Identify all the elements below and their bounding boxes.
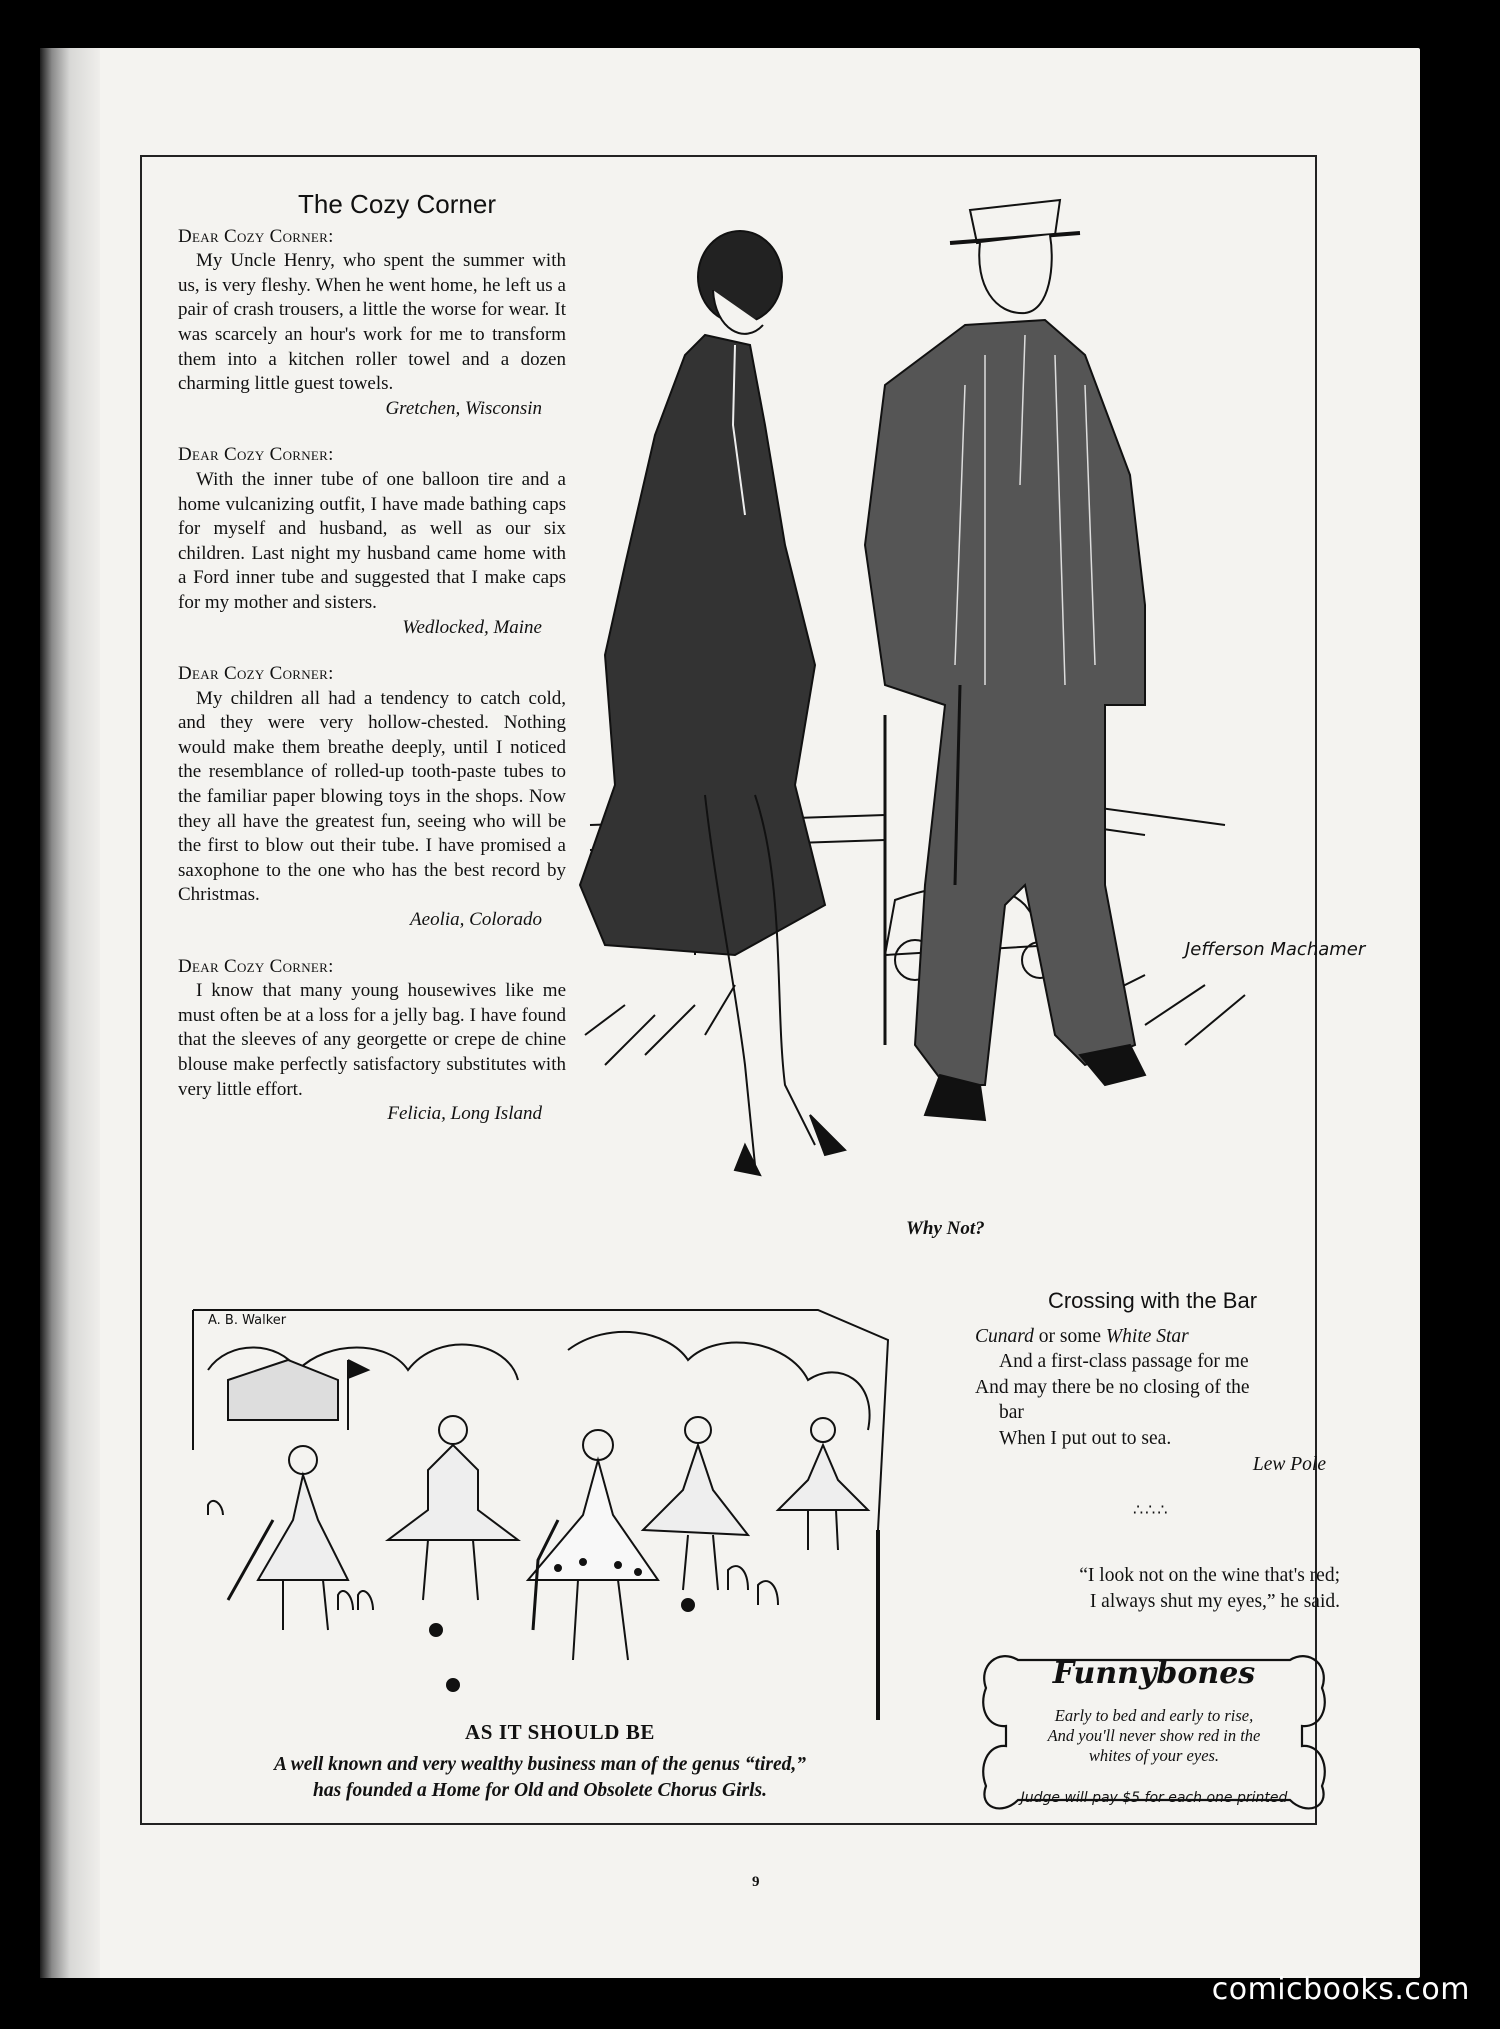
poem-line-italic: Cunard (975, 1325, 1034, 1347)
funnybones-box (978, 1648, 1330, 1816)
verse-line: Early to bed and early to rise, (1054, 1706, 1254, 1725)
letter (178, 662, 566, 933)
cozy-corner-column (178, 189, 566, 1149)
letter-salutation: Dear Cozy Corner: (178, 663, 334, 685)
why-not-caption: Why Not? (906, 1218, 985, 1239)
croquet-caption (230, 1752, 850, 1804)
letter-signature: Aeolia, Colorado (410, 909, 542, 931)
funnybones-footer: Judge will pay $5 for each one printed (1020, 1790, 1288, 1806)
crossing-with-the-bar-poem (975, 1288, 1330, 1477)
letter-salutation: Dear Cozy Corner: (178, 444, 334, 466)
letter-body: My children all had a tendency to catch cold, and they were very hollow-chested. Nothing would make them breathe deeply, until I noticed the resemblance of rolled-up tooth-paste tubes to the familiar paper blowing toys in the shops. Now they all have the greatest fun, seeing who will be the first to blow out their tube. I have promised a saxophone to the one who has the best record by Christmas. (178, 687, 566, 906)
watermark: comicbooks.com (1211, 1972, 1470, 2007)
funnybones-title: Funnybones (1052, 1656, 1256, 1691)
as-it-should-be-title: AS IT SHOULD BE (464, 1720, 656, 1744)
letter-body: With the inner tube of one balloon tire and a home vulcanizing outfit, I have made bathing caps for myself and husband, as well as our six children. Last night my husband came home with a Ford inner tube and suggested that I make caps for my mother and sisters. (178, 468, 566, 613)
wine-quote (975, 1563, 1340, 1615)
letter-signature: Gretchen, Wisconsin (385, 397, 542, 419)
letter-signature: Felicia, Long Island (387, 1103, 542, 1125)
croquet-caption-line: A well known and very wealthy business man of the genus “tired,” (274, 1754, 806, 1775)
letter (178, 225, 566, 422)
letter (178, 443, 566, 640)
verse-line: And you'll never show red in the (1047, 1726, 1261, 1745)
poem-line-italic: White Star (1105, 1325, 1189, 1347)
poem-line: When I put out to sea. (999, 1427, 1172, 1449)
funnybones-verse (978, 1706, 1330, 1766)
poem-line-text: or some (1033, 1325, 1106, 1347)
poem-line (975, 1324, 1330, 1350)
croquet-caption-line: has founded a Home for Old and Obsolete Chorus Girls. (313, 1780, 767, 1801)
poem-author: Lew Pole (1252, 1453, 1326, 1475)
letter-salutation: Dear Cozy Corner: (178, 955, 334, 977)
letter-signature: Wedlocked, Maine (402, 616, 542, 638)
cozy-corner-title: The Cozy Corner (298, 189, 496, 219)
quote-line: I always shut my eyes,” he said. (1089, 1591, 1340, 1612)
couple-illustration (585, 185, 1366, 1190)
letter-body: My Uncle Henry, who spent the summer with us, is very fleshy. When he went home, he left us a pair of crash trousers, a little the worse for wear. It was scarcely an hour's work for me to transform them into a kitchen roller towel and a dozen charming little guest towels. (178, 250, 566, 395)
poem-line: And a first-class passage for me (999, 1351, 1249, 1373)
poem-title: Crossing with the Bar (1047, 1288, 1258, 1313)
page-binding-shadow (40, 48, 100, 1978)
poem-line: bar (999, 1402, 1024, 1424)
letter (178, 955, 566, 1127)
letter-salutation: Dear Cozy Corner: (178, 225, 334, 247)
poem-line: And may there be no closing of the (975, 1376, 1250, 1398)
letter-body: I know that many young housewives like me must often be at a loss for a jelly bag. I have found that the sleeves of any georgette or crepe de chine blouse make perfectly satisfactory substitutes with very little effort. (178, 980, 566, 1100)
artist-signature-machamer: Jefferson Machamer (1185, 939, 1366, 960)
section-separator: ∴∴∴ (1133, 1502, 1170, 1519)
verse-line: whites of your eyes. (1088, 1746, 1220, 1765)
page-number: 9 (752, 1874, 760, 1890)
croquet-cartoon (188, 1300, 948, 1720)
quote-line: “I look not on the wine that's red; (1079, 1565, 1340, 1586)
artist-signature-walker: A. B. Walker (208, 1313, 287, 1328)
